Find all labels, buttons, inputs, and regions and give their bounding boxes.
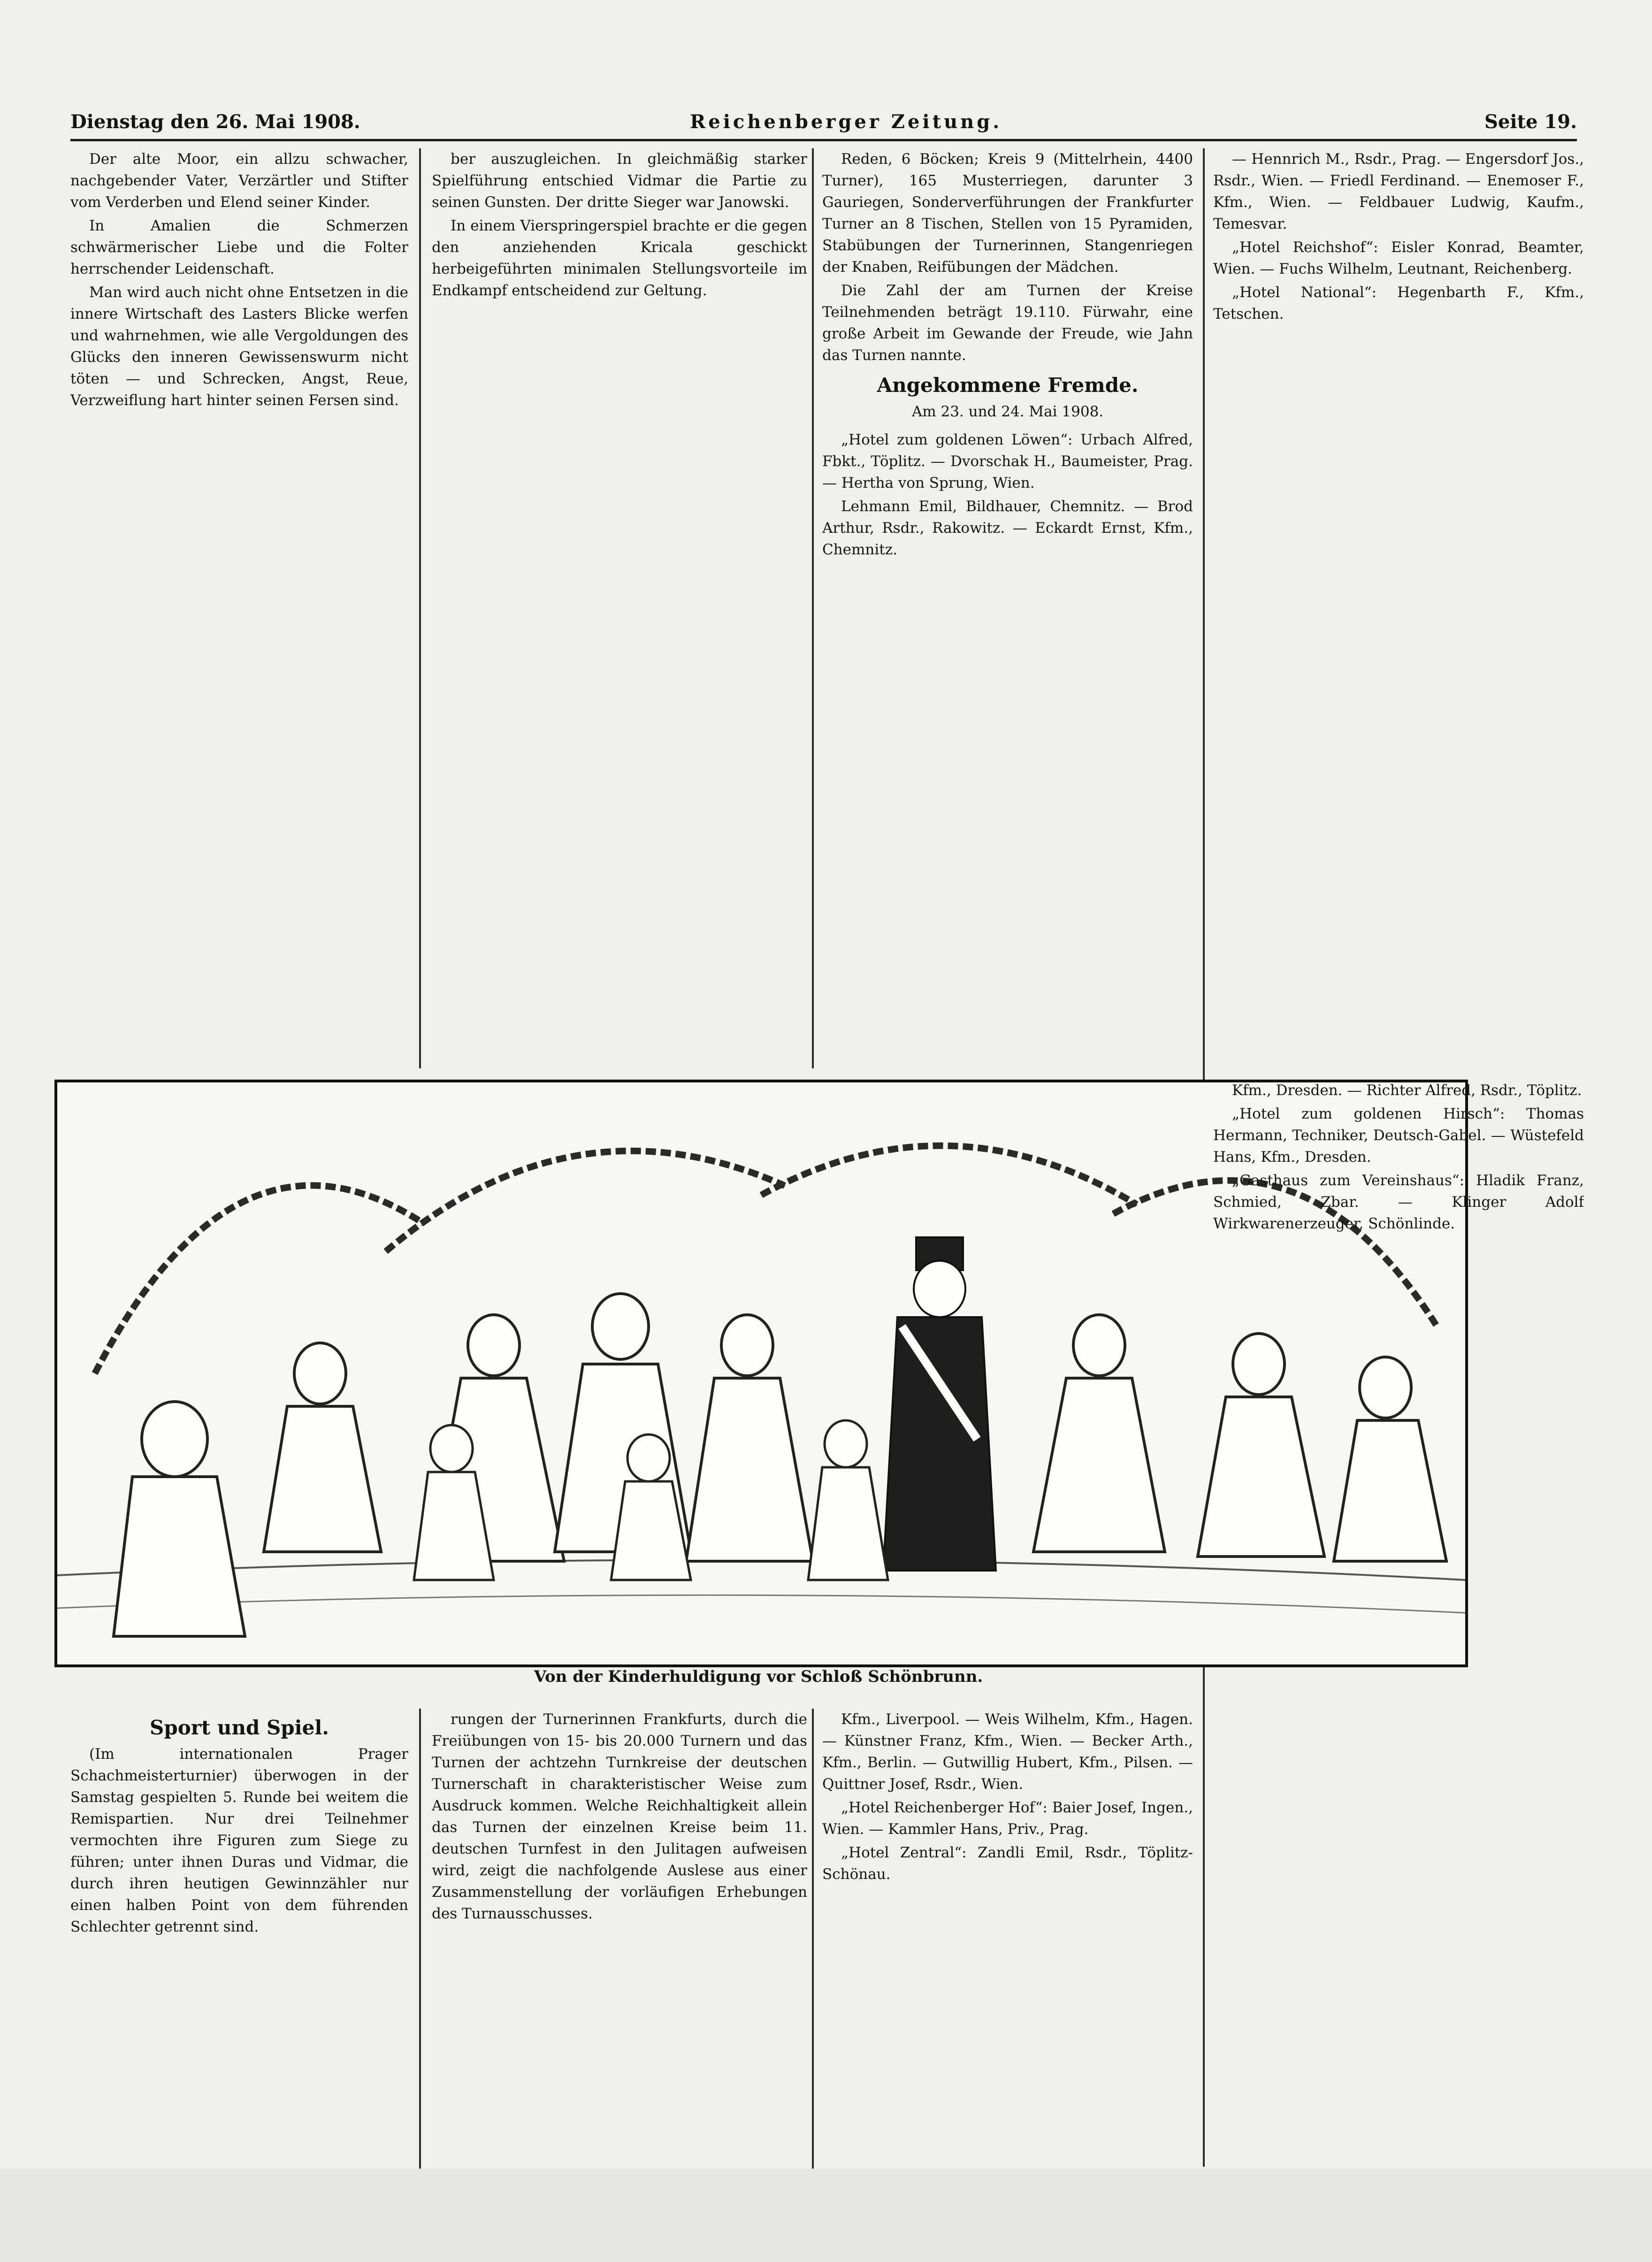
- guest-entry: „Hotel zum goldenen Hirsch“: Thomas Hermann, Techniker, Deutsch-Gabel. — Wüstefeld Hans, Kfm., Dresden.: [1213, 1105, 1584, 1166]
- column-turnen: [432, 1709, 807, 2159]
- paragraph: Die Zahl der am Turnen der Kreise Teilnehmenden beträgt 19.110. Fürwahr, eine große Arbeit im Gewande der Freude, wie Jahn das Turnen nannte.: [822, 282, 1193, 364]
- illustration-caption: Von der Kinderhuldigung vor Schloß Schönbrunn.: [534, 1667, 983, 1686]
- guests-heading: Angekommene Fremde.: [877, 374, 1139, 397]
- guest-entry: Kfm., Dresden. — Richter Alfred, Rsdr., Töplitz.: [1232, 1082, 1582, 1099]
- paragraph: Reden, 6 Böcken; Kreis 9 (Mittelrhein, 4400 Turner), 165 Musterriegen, darunter 3 Gauriegen, Sonderverführungen der Frankfurter Turner an 8 Tischen, Stellen von 15 Pyramiden, Stabübungen der Turnerinnen, Stangenriegen der Knaben, Reifübungen der Mädchen.: [822, 151, 1193, 276]
- column-chess: [432, 148, 807, 1040]
- sport-heading: Sport und Spiel.: [150, 1716, 329, 1739]
- guest-entry: „Hotel National“: Hegenbarth F., Kfm., Tetschen.: [1213, 284, 1584, 322]
- paragraph: Man wird auch nicht ohne Entsetzen in die innere Wirtschaft des Lasters Blicke werfen und wahrnehmen, wie alle Vergoldungen des Glücks den inneren Gewissenswurm nicht töten — und Schrecken, Angst, Reue, Verzweiflung hart hinter seinen Fersen sind.: [70, 284, 408, 409]
- page-header: [70, 111, 1577, 141]
- paragraph: In einem Vierspringerspiel brachte er die gegen den anziehenden Kricala geschickt herbeigeführten minimalen Stellungsvorteile im Endkampf entscheidend zur Geltung.: [432, 217, 807, 299]
- guest-entry: „Hotel zum goldenen Löwen“: Urbach Alfred, Fbkt., Töplitz. — Dvorschak H., Baumeister, Prag. — Hertha von Sprung, Wien.: [822, 431, 1193, 491]
- paragraph: (Im internationalen Prager Schachmeisterturnier) überwogen in der Samstag gespielten 5. Runde bei weitem die Remispartien. Nur drei Teilnehmer vermochten ihre Figuren zum Siege zu führen; unter ihnen Duras und Vidmar, die durch ihren heutigen Gewinnzähler nur einen halben Point von dem führenden Schlechter getrennt sind.: [70, 1746, 408, 1935]
- guest-entry: „Hotel Zentral“: Zandli Emil, Rsdr., Töplitz-Schönau.: [822, 1844, 1193, 1883]
- column-guest-list-right-lower: [1213, 1080, 1584, 2159]
- guest-entry: — Hennrich M., Rsdr., Prag. — Engersdorf Jos., Rsdr., Wien. — Friedl Ferdinand. — Enemoser F., Kfm., Wien. — Feldbauer Ludwig, Kaufm., Temesvar.: [1213, 151, 1584, 232]
- paragraph: rungen der Turnerinnen Frankfurts, durch die Freiübungen von 15- bis 20.000 Turnern und das Turnen der achtzehn Turnkreise der deutschen Turnerschaft in charakteristischer Weise zum Ausdruck kommen. Welche Reichhaltigkeit allein das Turnen der einzelnen Kreise beim 11. deutschen Turnfest in den Julitagen aufweisen wird, zeigt die nachfolgende Auslese aus einer Zusammenstellung der vorläufigen Erhebungen des Turnausschusses.: [432, 1711, 807, 1922]
- column-drama: [70, 148, 408, 1040]
- paragraph: In Amalien die Schmerzen schwärmerischer Liebe und die Folter herrschender Leidenschaft.: [70, 217, 408, 277]
- guest-entry: Lehmann Emil, Bildhauer, Chemnitz. — Brod Arthur, Rsdr., Rakowitz. — Eckardt Ernst, Kfm., Chemnitz.: [822, 498, 1193, 558]
- guest-entry: „Hotel Reichshof“: Eisler Konrad, Beamter, Wien. — Fuchs Wilhelm, Leutnant, Reichenberg.: [1213, 239, 1584, 277]
- issue-date: Dienstag den 26. Mai 1908.: [70, 111, 360, 133]
- column-turnfest-and-guests: [822, 148, 1193, 1068]
- column-guest-list: [1213, 148, 1584, 1040]
- column-rule: [419, 148, 421, 1068]
- guest-entry: „Hotel Reichenberger Hof“: Baier Josef, Ingen., Wien. — Kammler Hans, Priv., Prag.: [822, 1799, 1193, 1838]
- page-bottom-margin: [0, 2169, 1652, 2262]
- guest-entry: „Gasthaus zum Vereinshaus“: Hladik Franz, Schmied, Zbar. — Klinger Adolf Wirkwarenerzeuger, Schönlinde.: [1213, 1172, 1584, 1232]
- column-rule: [812, 1709, 814, 2169]
- column-guest-list-lower: [822, 1709, 1193, 2159]
- column-rule: [419, 1709, 421, 2169]
- guests-date: Am 23. und 24. Mai 1908.: [911, 403, 1104, 420]
- column-sport: [70, 1709, 408, 2159]
- guest-entry: Kfm., Liverpool. — Weis Wilhelm, Kfm., Hagen. — Künstner Franz, Kfm., Wien. — Becker Arth., Kfm., Berlin. — Gutwillig Hubert, Kfm., Pilsen. — Quittner Josef, Rsdr., Wien.: [822, 1711, 1193, 1793]
- masthead: Reichenberger Zeitung.: [690, 111, 1002, 133]
- column-rule: [812, 148, 814, 1068]
- page-number: Seite 19.: [1484, 111, 1577, 133]
- paragraph: Der alte Moor, ein allzu schwacher, nachgebender Vater, Verzärtler und Stifter vom Verderben und Elend seiner Kinder.: [70, 151, 408, 211]
- paragraph: ber auszugleichen. In gleichmäßig starker Spielführung entschied Vidmar die Partie zu seinen Gunsten. Der dritte Sieger war Janowski.: [432, 151, 807, 211]
